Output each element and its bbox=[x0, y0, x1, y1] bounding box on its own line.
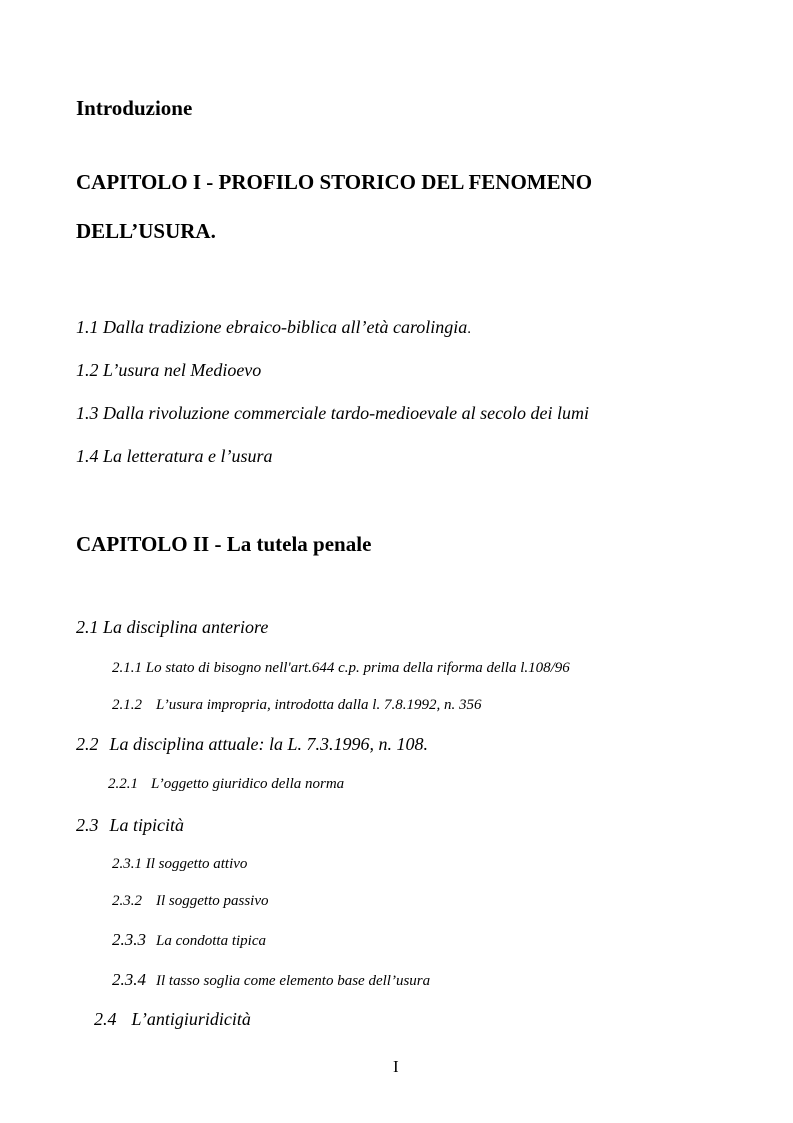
toc-section-2-3-2 bbox=[112, 893, 269, 910]
toc-section-2-4-number: 2.4 bbox=[94, 1009, 117, 1029]
toc-section-1-2: 1.2 L’usura nel Medioevo bbox=[76, 360, 262, 380]
toc-section-2-1-2-title: L’usura impropria, introdotta dalla l. 7.8.1992, n. 356 bbox=[156, 697, 482, 713]
toc-section-2-3-3-number: 2.3.3 bbox=[112, 930, 146, 949]
page-number: I bbox=[393, 1057, 399, 1076]
toc-chapter-1-line-2: DELL’USURA. bbox=[76, 219, 216, 243]
toc-section-1-4: 1.4 La letteratura e l’usura bbox=[76, 446, 273, 466]
toc-section-2-1-2-number: 2.1.2 bbox=[112, 697, 142, 713]
toc-section-2-3-3 bbox=[112, 930, 266, 950]
toc-section-2-4-title: L’antigiuridicità bbox=[131, 1009, 251, 1029]
toc-section-2-3-2-number: 2.3.2 bbox=[112, 893, 142, 909]
toc-section-2-2-number: 2.2 bbox=[76, 734, 99, 754]
toc-section-1-1 bbox=[76, 317, 471, 338]
toc-section-2-4 bbox=[94, 1009, 251, 1030]
toc-section-2-3-1: 2.3.1 Il soggetto attivo bbox=[112, 856, 248, 872]
toc-section-2-2-1 bbox=[108, 776, 344, 793]
toc-section-1-1-dot: . bbox=[467, 321, 472, 337]
toc-section-2-3-4-number: 2.3.4 bbox=[112, 970, 146, 989]
toc-chapter-1-line-1: CAPITOLO I - PROFILO STORICO DEL FENOMENO bbox=[76, 170, 593, 194]
toc-section-2-1-2 bbox=[112, 697, 481, 714]
toc-section-2-2-title: La disciplina attuale: la L. 7.3.1996, n. 108. bbox=[109, 734, 429, 754]
toc-introduzione: Introduzione bbox=[76, 96, 193, 120]
toc-section-2-2-1-number: 2.2.1 bbox=[108, 776, 138, 792]
toc-section-2-3-3-title: La condotta tipica bbox=[156, 933, 266, 949]
toc-section-2-3 bbox=[76, 815, 184, 836]
toc-section-2-3-4-title: Il tasso soglia come elemento base dell’usura bbox=[156, 973, 431, 989]
toc-section-2-3-title: La tipicità bbox=[109, 815, 185, 835]
toc-section-2-1: 2.1 La disciplina anteriore bbox=[76, 617, 269, 637]
toc-section-2-3-number: 2.3 bbox=[76, 815, 99, 835]
toc-section-2-3-2-title: Il soggetto passivo bbox=[156, 893, 269, 909]
toc-section-2-1-1: 2.1.1 Lo stato di bisogno nell'art.644 c.p. prima della riforma della l.108/96 bbox=[112, 660, 570, 676]
toc-section-1-3: 1.3 Dalla rivoluzione commerciale tardo-medioevale al secolo dei lumi bbox=[76, 403, 590, 423]
toc-section-2-3-4 bbox=[112, 970, 430, 990]
toc-chapter-2: CAPITOLO II - La tutela penale bbox=[76, 532, 372, 556]
toc-section-2-2-1-title: L’oggetto giuridico della norma bbox=[151, 776, 345, 792]
toc-section-2-2 bbox=[76, 734, 428, 755]
toc-section-1-1-text: 1.1 Dalla tradizione ebraico-biblica all’età carolingia bbox=[76, 317, 468, 337]
